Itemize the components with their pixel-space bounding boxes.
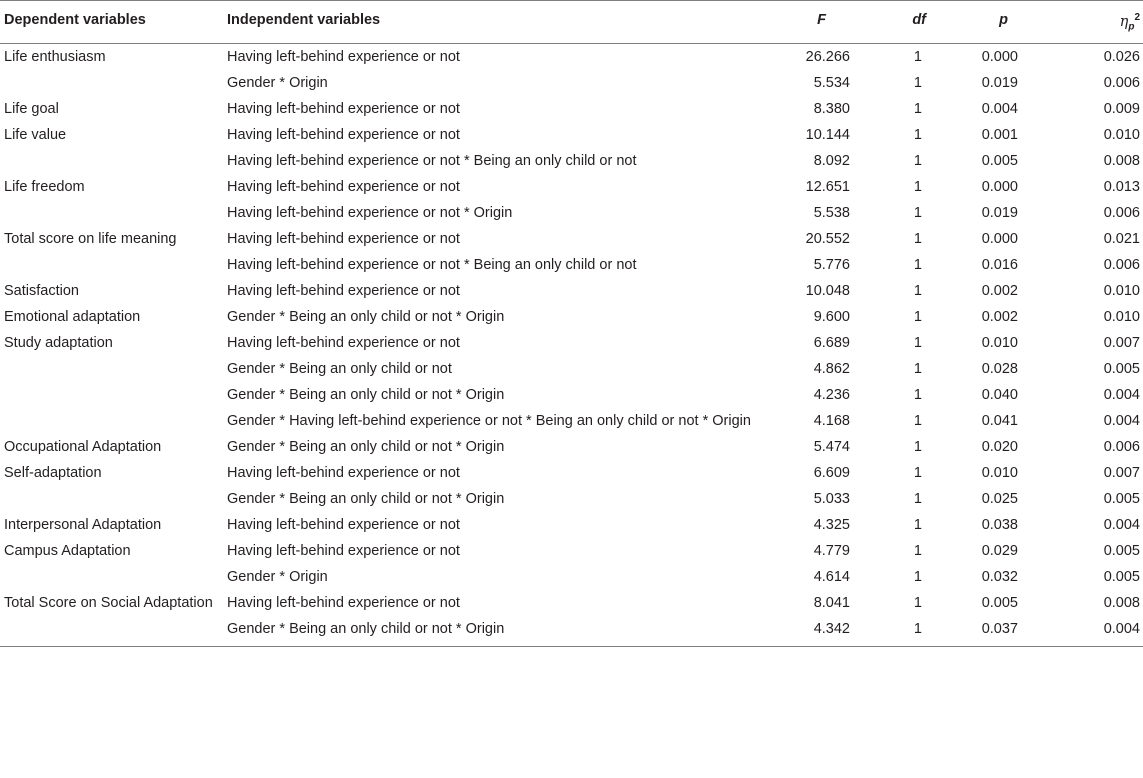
- cell-eta-squared: 0.005: [1103, 360, 1140, 377]
- cell-eta-squared: 0.005: [1103, 490, 1140, 507]
- cell-f: 10.048: [805, 282, 850, 299]
- cell-p: 0.025: [981, 490, 1018, 507]
- cell-dependent: [0, 200, 222, 226]
- cell-eta-squared: 0.010: [1103, 126, 1140, 143]
- cell-dependent: Occupational Adaptation: [4, 438, 162, 455]
- cell-f: 5.776: [813, 256, 850, 273]
- cell-df: 1: [913, 204, 922, 221]
- cell-df: 1: [913, 412, 922, 429]
- cell-f: 4.325: [813, 516, 850, 533]
- cell-df: 1: [913, 490, 922, 507]
- cell-p: 0.019: [981, 204, 1018, 221]
- cell-df: 1: [913, 594, 922, 611]
- cell-p: 0.041: [981, 412, 1018, 429]
- cell-f: 4.779: [813, 542, 850, 559]
- cell-dependent: [0, 486, 222, 512]
- cell-df: 1: [913, 230, 922, 247]
- cell-eta-squared: 0.008: [1103, 152, 1140, 169]
- cell-f: 5.538: [813, 204, 850, 221]
- cell-dependent: Interpersonal Adaptation: [4, 516, 162, 533]
- cell-eta-squared: 0.007: [1103, 334, 1140, 351]
- cell-f: 20.552: [805, 230, 850, 247]
- cell-dependent: [0, 564, 222, 590]
- cell-dependent: [0, 252, 222, 278]
- cell-f: 4.342: [782, 616, 868, 646]
- cell-dependent: Total score on life meaning: [4, 230, 177, 247]
- cell-f: 4.862: [813, 360, 850, 377]
- cell-f: 26.266: [805, 48, 850, 65]
- cell-f: 8.092: [813, 152, 850, 169]
- cell-dependent: Emotional adaptation: [4, 308, 141, 325]
- table-row: [0, 616, 1143, 646]
- cell-p: 0.037: [948, 616, 1048, 646]
- cell-p: 0.038: [981, 516, 1018, 533]
- cell-dependent: [0, 382, 222, 408]
- cell-eta-squared: 0.009: [1103, 100, 1140, 117]
- cell-independent: Having left-behind experience or not: [227, 542, 460, 559]
- cell-p: 0.002: [981, 308, 1018, 325]
- cell-eta-squared: 0.026: [1103, 48, 1140, 65]
- table-row: [0, 278, 1143, 304]
- eta-symbol: η: [1119, 13, 1129, 30]
- cell-f: 12.651: [805, 178, 850, 195]
- cell-independent: Gender * Having left-behind experience or not * Being an only child or not * Origin: [227, 412, 751, 429]
- cell-f: 4.614: [813, 568, 850, 585]
- cell-p: 0.005: [981, 594, 1018, 611]
- cell-p: 0.029: [981, 542, 1018, 559]
- cell-p: 0.000: [981, 178, 1018, 195]
- cell-f: 5.534: [813, 74, 850, 91]
- cell-independent: Gender * Being an only child or not * Origin: [227, 386, 505, 403]
- cell-dependent: Life enthusiasm: [4, 48, 106, 65]
- cell-df: 1: [913, 178, 922, 195]
- cell-p: 0.032: [981, 568, 1018, 585]
- cell-p: 0.040: [981, 386, 1018, 403]
- cell-df: 1: [913, 126, 922, 143]
- cell-independent: Having left-behind experience or not: [227, 594, 460, 611]
- cell-f: 6.609: [813, 464, 850, 481]
- cell-eta-squared: 0.013: [1103, 178, 1140, 195]
- cell-eta-squared: 0.008: [1103, 594, 1140, 611]
- header-df: df: [868, 1, 948, 44]
- table-row: [0, 460, 1143, 486]
- table-row: [0, 304, 1143, 330]
- cell-p: 0.000: [981, 48, 1018, 65]
- table-row: [0, 590, 1143, 616]
- cell-df: 1: [913, 282, 922, 299]
- cell-dependent: Campus Adaptation: [4, 542, 131, 559]
- cell-eta-squared: 0.006: [1103, 438, 1140, 455]
- table-row: [0, 434, 1143, 460]
- cell-eta-squared: 0.021: [1103, 230, 1140, 247]
- cell-p: 0.004: [981, 100, 1018, 117]
- cell-dependent: Life value: [4, 126, 67, 143]
- cell-dependent: [0, 70, 222, 96]
- cell-independent: Having left-behind experience or not: [227, 178, 460, 195]
- cell-eta-squared: 0.004: [1103, 516, 1140, 533]
- cell-dependent: [0, 148, 222, 174]
- cell-f: 8.041: [813, 594, 850, 611]
- cell-independent: Having left-behind experience or not: [227, 464, 460, 481]
- cell-df: 1: [913, 438, 922, 455]
- cell-independent: Gender * Being an only child or not: [227, 360, 452, 377]
- cell-f: 5.474: [813, 438, 850, 455]
- cell-df: 1: [913, 568, 922, 585]
- cell-independent: Having left-behind experience or not: [227, 48, 460, 65]
- cell-f: 8.380: [813, 100, 850, 117]
- cell-eta-squared: 0.004: [1048, 616, 1143, 646]
- cell-df: 1: [913, 464, 922, 481]
- cell-df: 1: [868, 616, 948, 646]
- eta-superscript: 2: [1134, 12, 1140, 23]
- cell-p: 0.019: [981, 74, 1018, 91]
- cell-independent: Gender * Origin: [227, 74, 328, 91]
- cell-independent: Having left-behind experience or not: [227, 230, 460, 247]
- cell-df: 1: [913, 48, 922, 65]
- cell-dependent: Life goal: [4, 100, 59, 117]
- cell-eta-squared: 0.004: [1103, 386, 1140, 403]
- cell-p: 0.000: [981, 230, 1018, 247]
- cell-independent: Having left-behind experience or not * Origin: [227, 204, 513, 221]
- table-row: [0, 564, 1143, 590]
- cell-eta-squared: 0.007: [1103, 464, 1140, 481]
- cell-df: 1: [913, 542, 922, 559]
- cell-independent: Having left-behind experience or not: [227, 126, 460, 143]
- cell-independent: Having left-behind experience or not: [227, 516, 460, 533]
- cell-dependent: [0, 408, 222, 434]
- cell-p: 0.010: [981, 464, 1018, 481]
- header-independent: Independent variables: [222, 1, 782, 44]
- table-row: [0, 512, 1143, 538]
- table-row: [0, 356, 1143, 382]
- cell-dependent: [0, 616, 222, 646]
- table-row: [0, 122, 1143, 148]
- cell-independent: Having left-behind experience or not: [227, 282, 460, 299]
- cell-independent: Gender * Being an only child or not * Origin: [227, 438, 505, 455]
- cell-p: 0.010: [981, 334, 1018, 351]
- table-row: [0, 44, 1143, 71]
- cell-dependent: [0, 356, 222, 382]
- cell-eta-squared: 0.006: [1103, 256, 1140, 273]
- table-row: [0, 174, 1143, 200]
- header-p: p: [948, 1, 1048, 44]
- cell-eta-squared: 0.010: [1103, 308, 1140, 325]
- table-row: [0, 70, 1143, 96]
- header-dependent: Dependent variables: [0, 1, 222, 44]
- table-row: [0, 226, 1143, 252]
- header-eta-squared: [1048, 1, 1143, 44]
- table-row: [0, 200, 1143, 226]
- cell-p: 0.028: [981, 360, 1018, 377]
- cell-independent: Gender * Origin: [227, 568, 328, 585]
- cell-p: 0.016: [981, 256, 1018, 273]
- table-row: [0, 148, 1143, 174]
- header-row: [0, 1, 1143, 44]
- cell-independent: Gender * Being an only child or not * Origin: [227, 490, 505, 507]
- table-row: [0, 486, 1143, 512]
- cell-eta-squared: 0.006: [1103, 204, 1140, 221]
- cell-f: 4.236: [813, 386, 850, 403]
- cell-dependent: Satisfaction: [4, 282, 79, 299]
- cell-dependent: Study adaptation: [4, 334, 113, 351]
- cell-df: 1: [913, 308, 922, 325]
- table-body: [0, 44, 1143, 647]
- cell-independent: Having left-behind experience or not: [227, 100, 460, 117]
- cell-f: 5.033: [813, 490, 850, 507]
- cell-df: 1: [913, 516, 922, 533]
- cell-dependent: Life freedom: [4, 178, 85, 195]
- eta-subscript: p: [1128, 21, 1135, 33]
- table-row: [0, 330, 1143, 356]
- cell-eta-squared: 0.006: [1103, 74, 1140, 91]
- cell-independent: Having left-behind experience or not * Being an only child or not: [227, 152, 637, 169]
- cell-df: 1: [913, 152, 922, 169]
- table-row: [0, 96, 1143, 122]
- cell-eta-squared: 0.005: [1103, 542, 1140, 559]
- header-f: F: [782, 1, 868, 44]
- cell-df: 1: [913, 360, 922, 377]
- cell-independent: Having left-behind experience or not * Being an only child or not: [227, 256, 637, 273]
- cell-p: 0.020: [981, 438, 1018, 455]
- cell-p: 0.001: [981, 126, 1018, 143]
- table-row: [0, 252, 1143, 278]
- table-row: [0, 382, 1143, 408]
- cell-df: 1: [913, 386, 922, 403]
- cell-f: 10.144: [805, 126, 850, 143]
- cell-independent: Gender * Being an only child or not * Origin: [227, 308, 505, 325]
- cell-df: 1: [913, 256, 922, 273]
- table-row: [0, 538, 1143, 564]
- cell-dependent: Self-adaptation: [4, 464, 102, 481]
- cell-df: 1: [913, 100, 922, 117]
- cell-eta-squared: 0.005: [1103, 568, 1140, 585]
- cell-f: 4.168: [813, 412, 850, 429]
- cell-independent: Having left-behind experience or not: [227, 334, 460, 351]
- cell-independent: Gender * Being an only child or not * Origin: [222, 616, 782, 646]
- cell-p: 0.005: [981, 152, 1018, 169]
- table-row: [0, 408, 1143, 434]
- cell-df: 1: [913, 334, 922, 351]
- cell-p: 0.002: [981, 282, 1018, 299]
- cell-eta-squared: 0.004: [1103, 412, 1140, 429]
- cell-f: 6.689: [813, 334, 850, 351]
- cell-f: 9.600: [813, 308, 850, 325]
- cell-dependent: Total Score on Social Adaptation: [4, 594, 213, 611]
- cell-df: 1: [913, 74, 922, 91]
- cell-eta-squared: 0.010: [1103, 282, 1140, 299]
